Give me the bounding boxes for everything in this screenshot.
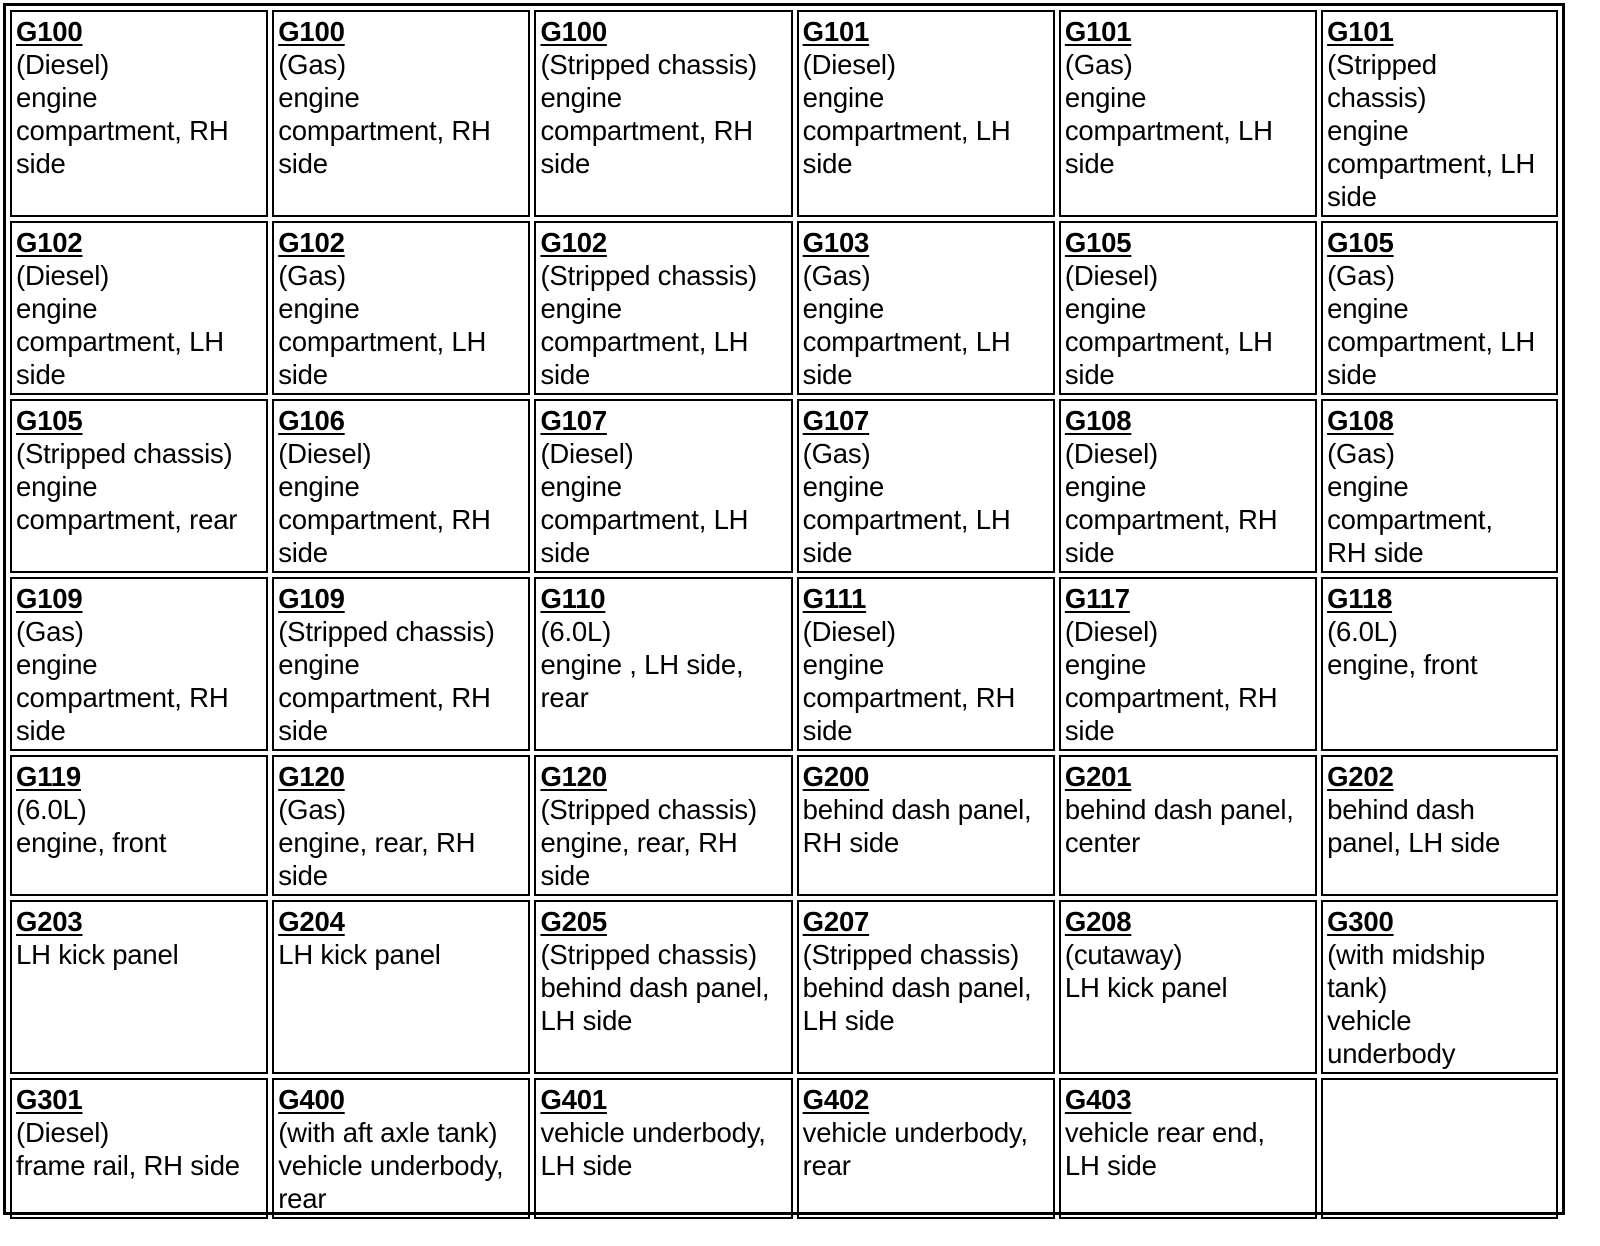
- location-text: vehicle underbody, LH side: [540, 1117, 766, 1181]
- table-cell: [1059, 1078, 1317, 1219]
- table-cell: [1059, 577, 1317, 751]
- ground-id-link[interactable]: G401: [540, 1084, 607, 1115]
- ground-id-link[interactable]: G101: [1064, 16, 1132, 47]
- ground-id-link[interactable]: G109: [16, 583, 83, 614]
- table-cell: [797, 577, 1055, 751]
- ground-id-link[interactable]: G118: [1327, 583, 1393, 614]
- location-text: (Diesel) engine compartment, LH side: [1064, 260, 1273, 390]
- table-cell: [1321, 900, 1558, 1074]
- ground-id-link[interactable]: G109: [278, 583, 345, 614]
- ground-id-link[interactable]: G102: [16, 227, 83, 258]
- table-cell: [534, 10, 792, 217]
- table-cell: [10, 1078, 268, 1219]
- table-cell: [272, 221, 530, 395]
- table-cell: [272, 399, 530, 573]
- ground-id-link[interactable]: G403: [1064, 1084, 1132, 1115]
- table-cell: [1321, 221, 1558, 395]
- table-cell: [534, 1078, 792, 1219]
- table-cell: [1321, 577, 1558, 751]
- location-text: (Diesel) engine compartment, RH side: [802, 616, 1016, 746]
- table-cell: [10, 900, 268, 1074]
- table-cell: [1321, 10, 1558, 217]
- table-cell: [797, 755, 1055, 896]
- location-text: (Diesel) engine compartment, LH side: [16, 260, 224, 390]
- ground-id-link[interactable]: G102: [540, 227, 607, 258]
- table-row: [10, 577, 1558, 751]
- table-row: [10, 755, 1558, 896]
- table-cell: [272, 1078, 530, 1219]
- location-text: behind dash panel, RH side: [802, 794, 1032, 858]
- ground-id-link[interactable]: G120: [540, 761, 607, 792]
- location-text: (Diesel) engine compartment, RH side: [16, 49, 229, 179]
- ground-id-link[interactable]: G101: [802, 16, 870, 47]
- location-text: (Gas) engine compartment, RH side: [278, 49, 491, 179]
- ground-id-link[interactable]: G105: [1327, 227, 1394, 258]
- location-text: (Gas) engine compartment, LH side: [278, 260, 487, 390]
- ground-id-link[interactable]: G101: [1327, 16, 1394, 47]
- ground-locations-table-frame: [3, 3, 1565, 1215]
- table-row: [10, 10, 1558, 217]
- table-cell: [10, 221, 268, 395]
- ground-id-link[interactable]: G108: [1064, 405, 1132, 436]
- location-text: (Gas) engine compartment, LH side: [802, 438, 1011, 568]
- ground-id-link[interactable]: G100: [278, 16, 345, 47]
- ground-id-link[interactable]: G119: [16, 761, 81, 792]
- ground-id-link[interactable]: G400: [278, 1084, 345, 1115]
- location-text: (Diesel) frame rail, RH side: [16, 1117, 240, 1181]
- location-text: (Stripped chassis) engine, rear, RH side: [540, 794, 757, 891]
- table-cell: [1059, 399, 1317, 573]
- ground-id-link[interactable]: G105: [1064, 227, 1132, 258]
- table-cell: [1059, 900, 1317, 1074]
- location-text: (6.0L) engine , LH side, rear: [540, 616, 744, 713]
- ground-id-link[interactable]: G106: [278, 405, 345, 436]
- ground-id-link[interactable]: G110: [540, 583, 606, 614]
- ground-id-link[interactable]: G100: [16, 16, 83, 47]
- location-text: (Gas) engine compartment, LH side: [802, 260, 1011, 390]
- location-text: (cutaway) LH kick panel: [1064, 939, 1228, 1003]
- ground-id-link[interactable]: G201: [1064, 761, 1132, 792]
- table-cell: [797, 1078, 1055, 1219]
- table-cell: [272, 10, 530, 217]
- location-text: (Gas) engine compartment, RH side: [16, 616, 229, 746]
- ground-id-link[interactable]: G205: [540, 906, 607, 937]
- location-text: (with midship tank) vehicle underbody: [1327, 939, 1485, 1069]
- ground-id-link[interactable]: G111: [802, 583, 867, 614]
- table-cell: [534, 221, 792, 395]
- ground-id-link[interactable]: G203: [16, 906, 83, 937]
- location-text: (Diesel) engine compartment, RH side: [278, 438, 491, 568]
- location-text: (6.0L) engine, front: [1327, 616, 1478, 680]
- ground-id-link[interactable]: G402: [802, 1084, 870, 1115]
- location-text: (with aft axle tank) vehicle underbody, rear: [278, 1117, 504, 1214]
- location-text: (Diesel) engine compartment, RH side: [1064, 616, 1278, 746]
- ground-id-link[interactable]: G102: [278, 227, 345, 258]
- table-cell: [534, 577, 792, 751]
- location-text: (Gas) engine compartment, LH side: [1327, 260, 1536, 390]
- table-cell: [272, 900, 530, 1074]
- table-cell: [534, 755, 792, 896]
- table-cell: [10, 399, 268, 573]
- location-text: LH kick panel: [278, 939, 441, 970]
- ground-id-link[interactable]: G200: [802, 761, 870, 792]
- table-cell: [797, 399, 1055, 573]
- ground-id-link[interactable]: G103: [802, 227, 870, 258]
- table-cell: [272, 577, 530, 751]
- table-row: [10, 399, 1558, 573]
- table-cell: [10, 577, 268, 751]
- table-cell: [1321, 399, 1558, 573]
- empty-table-cell: [1321, 1078, 1558, 1219]
- ground-id-link[interactable]: G108: [1327, 405, 1394, 436]
- location-text: (6.0L) engine, front: [16, 794, 167, 858]
- location-text: behind dash panel, LH side: [1327, 794, 1501, 858]
- table-cell: [1059, 10, 1317, 217]
- table-cell: [797, 900, 1055, 1074]
- ground-id-link[interactable]: G300: [1327, 906, 1394, 937]
- ground-id-link[interactable]: G207: [802, 906, 870, 937]
- table-cell: [1059, 221, 1317, 395]
- table-row: [10, 221, 1558, 395]
- ground-id-link[interactable]: G120: [278, 761, 345, 792]
- ground-id-link[interactable]: G202: [1327, 761, 1394, 792]
- ground-locations-table: [6, 6, 1562, 1223]
- location-text: (Diesel) engine compartment, LH side: [802, 49, 1011, 179]
- table-row: [10, 900, 1558, 1074]
- location-text: (Stripped chassis) engine compartment, RH side: [540, 49, 757, 179]
- ground-id-link[interactable]: G204: [278, 906, 345, 937]
- location-text: (Stripped chassis) engine compartment, LH side: [1327, 49, 1536, 212]
- location-text: (Stripped chassis) behind dash panel, LH side: [802, 939, 1032, 1036]
- ground-id-link[interactable]: G117: [1064, 583, 1130, 614]
- location-text: vehicle underbody, rear: [802, 1117, 1028, 1181]
- location-text: (Stripped chassis) engine compartment, rear: [16, 438, 238, 535]
- table-cell: [534, 399, 792, 573]
- location-text: (Stripped chassis) engine compartment, LH side: [540, 260, 757, 390]
- location-text: (Stripped chassis) behind dash panel, LH side: [540, 939, 770, 1036]
- ground-id-link[interactable]: G208: [1064, 906, 1132, 937]
- table-cell: [534, 900, 792, 1074]
- location-text: (Gas) engine, rear, RH side: [278, 794, 476, 891]
- ground-id-link[interactable]: G107: [540, 405, 607, 436]
- table-row: [10, 1078, 1558, 1219]
- table-cell: [1321, 755, 1558, 896]
- location-text: vehicle rear end, LH side: [1064, 1117, 1265, 1181]
- ground-id-link[interactable]: G301: [16, 1084, 83, 1115]
- location-text: (Diesel) engine compartment, RH side: [1064, 438, 1278, 568]
- location-text: (Gas) engine compartment, RH side: [1327, 438, 1493, 568]
- table-cell: [797, 10, 1055, 217]
- ground-id-link[interactable]: G105: [16, 405, 83, 436]
- location-text: (Stripped chassis) engine compartment, RH side: [278, 616, 495, 746]
- ground-id-link[interactable]: G100: [540, 16, 607, 47]
- ground-id-link[interactable]: G107: [802, 405, 870, 436]
- table-cell: [10, 755, 268, 896]
- table-cell: [797, 221, 1055, 395]
- table-cell: [272, 755, 530, 896]
- location-text: behind dash panel, center: [1064, 794, 1294, 858]
- table-cell: [10, 10, 268, 217]
- location-text: (Gas) engine compartment, LH side: [1064, 49, 1273, 179]
- location-text: LH kick panel: [16, 939, 179, 970]
- table-cell: [1059, 755, 1317, 896]
- location-text: (Diesel) engine compartment, LH side: [540, 438, 749, 568]
